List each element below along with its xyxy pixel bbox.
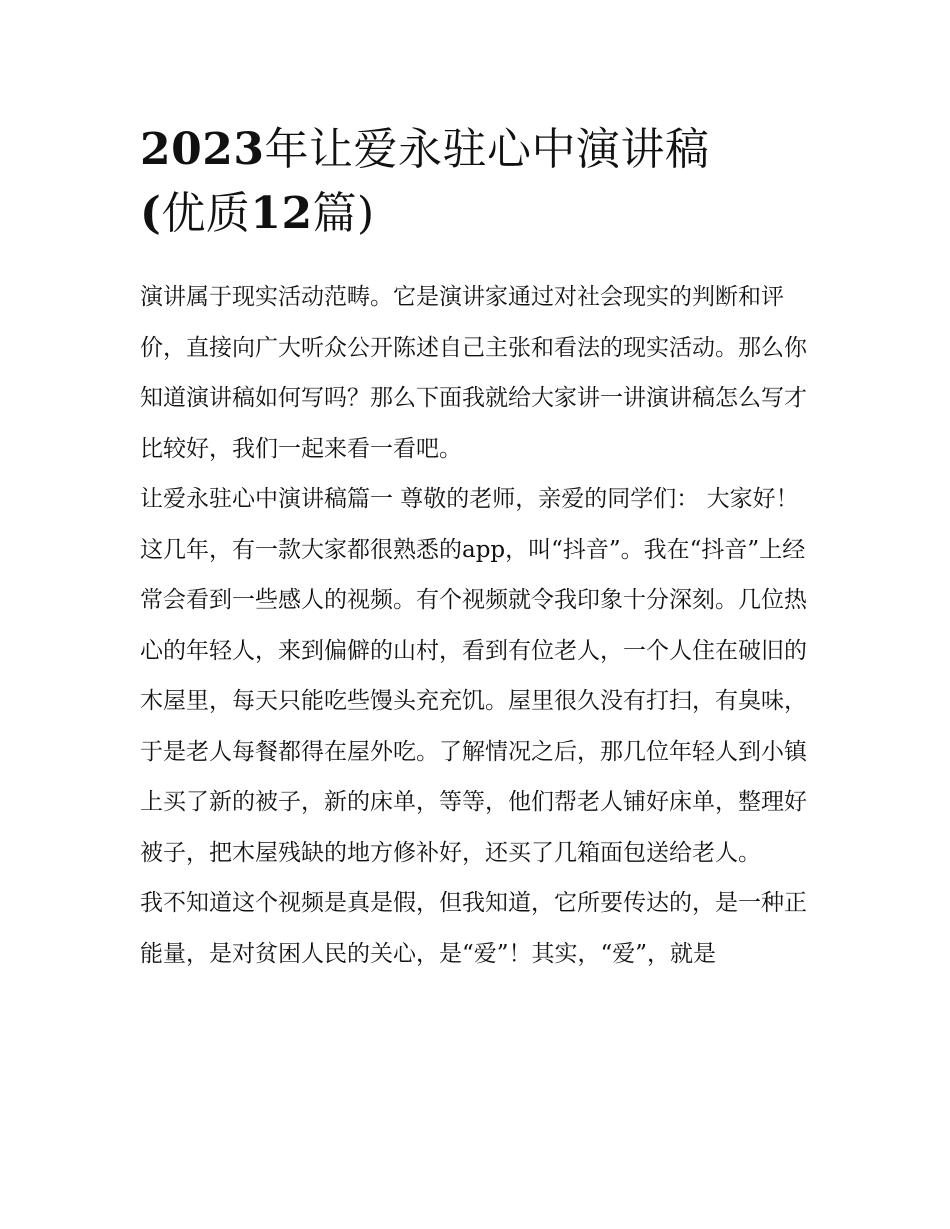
paragraph-story: 这几年，有一款大家都很熟悉的app，叫“抖音”。我在“抖音”上经常会看到一些感人的视频。有个视频就令我印象十分深刻。几位热心的年轻人，来到偏僻的山村，看到有位老人，一个人住在破旧的木屋里，每天只能吃些馒头充充饥。屋里很久没有打扫，有臭味，于是老人每餐都得在屋外吃。了解情况之后，那几位年轻人到小镇上买了新的被子，新的床单，等等，他们帮老人铺好床单，整理好被子，把木屋残缺的地方修补好，还买了几箱面包送给老人。 bbox=[140, 536, 807, 866]
title-count: 12 bbox=[250, 188, 313, 239]
paragraph-intro: 演讲属于现实活动范畴。它是演讲家通过对社会现实的判断和评价，直接向广大听众公开陈述自己主张和看法的现实活动。那么你知道演讲稿如何写吗？那么下面我就给大家讲一讲演讲稿怎么写才比较好，我们一起来看一看吧。 bbox=[140, 284, 807, 462]
document-body bbox=[140, 118, 812, 979]
title-pieces-text: 篇) bbox=[312, 188, 375, 239]
title-year: 2023 bbox=[140, 124, 265, 175]
title-line-1 bbox=[140, 118, 812, 182]
title-quality-text: 优质 bbox=[161, 188, 251, 239]
title-open-paren: ( bbox=[140, 188, 162, 239]
document-title bbox=[140, 118, 812, 246]
paragraph-greeting: 让爱永驻心中演讲稿篇一 尊敬的老师，亲爱的同学们： 大家好！ bbox=[140, 486, 799, 512]
paragraph-reflection: 我不知道这个视频是真是假，但我知道，它所要传达的，是一种正能量，是对贫困人民的关心，是“爱”！其实，“爱”，就是 bbox=[140, 890, 807, 967]
document-text bbox=[140, 272, 812, 979]
title-main-text: 年让爱永驻心中演讲稿 bbox=[264, 124, 710, 175]
title-line-2 bbox=[140, 182, 812, 246]
